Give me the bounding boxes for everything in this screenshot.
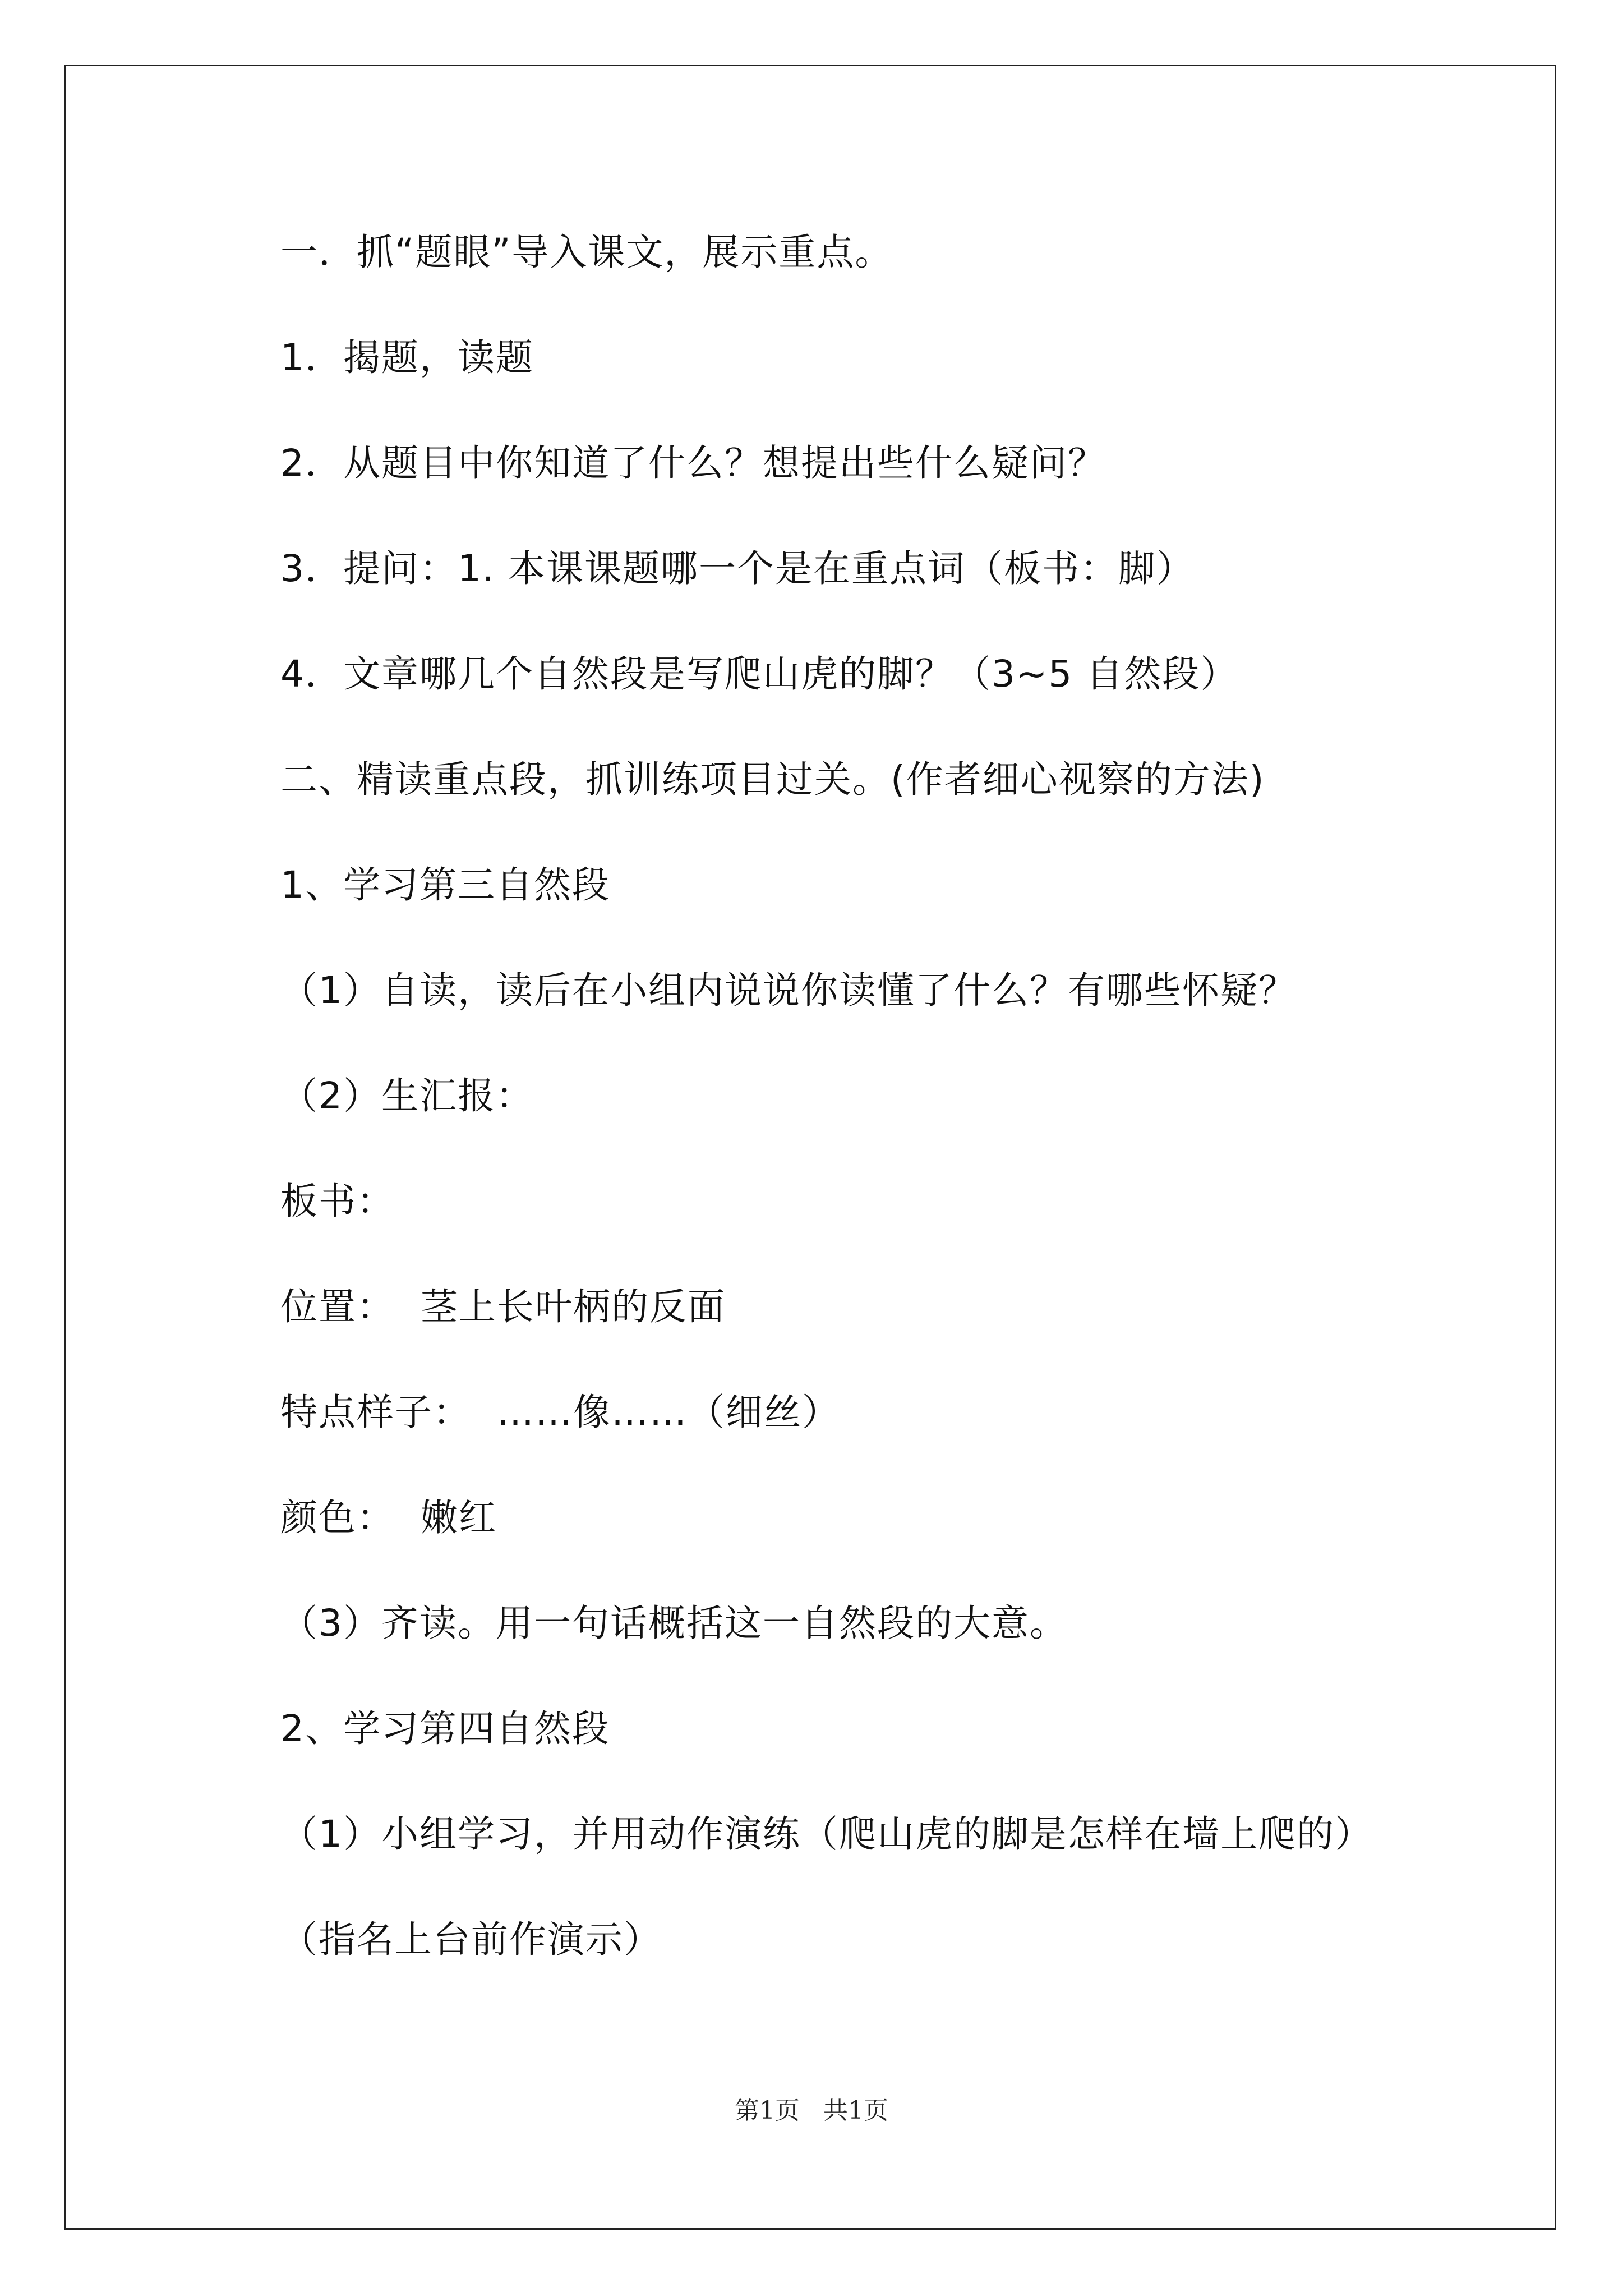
text-line: （指名上台前作演示） [280, 1918, 662, 1961]
heading-section-two: 二、精读重点段，抓训练项目过关。(作者细心视察的方法) [280, 758, 1265, 801]
text-line: 特点样子： ……像……（细丝） [280, 1391, 840, 1434]
text-line: （2）生汇报： [280, 1074, 534, 1117]
text-line: 2．从题目中你知道了什么？想提出些什么疑问？ [280, 441, 1106, 485]
page-border [64, 65, 1556, 2230]
text-line: 颜色： 嫩红 [280, 1496, 497, 1539]
text-line: 板书： [280, 1180, 395, 1223]
page-number-footer: 第1页 共1页 [735, 2096, 888, 2125]
heading-section-one: 一．抓“题眼”导入课文，展示重点。 [280, 231, 893, 274]
text-line: （1）自读，读后在小组内说说你读懂了什么？有哪些怀疑？ [280, 969, 1297, 1012]
text-line: 4．文章哪几个自然段是写爬山虎的脚？（3~5 自然段） [280, 652, 1239, 696]
subheading: 2、学习第四自然段 [280, 1707, 610, 1750]
text-line: 位置： 茎上长叶柄的反面 [280, 1285, 726, 1328]
subheading: 1、学习第三自然段 [280, 863, 610, 907]
text-line: （3）齐读。用一句话概括这一自然段的大意。 [280, 1602, 1068, 1645]
text-line: 3．提问：1. 本课课题哪一个是在重点词（板书：脚） [280, 547, 1195, 590]
text-line: 1．揭题，读题 [280, 336, 534, 379]
text-line: （1）小组学习，并用动作演练（爬山虎的脚是怎样在墙上爬的） [280, 1812, 1373, 1856]
